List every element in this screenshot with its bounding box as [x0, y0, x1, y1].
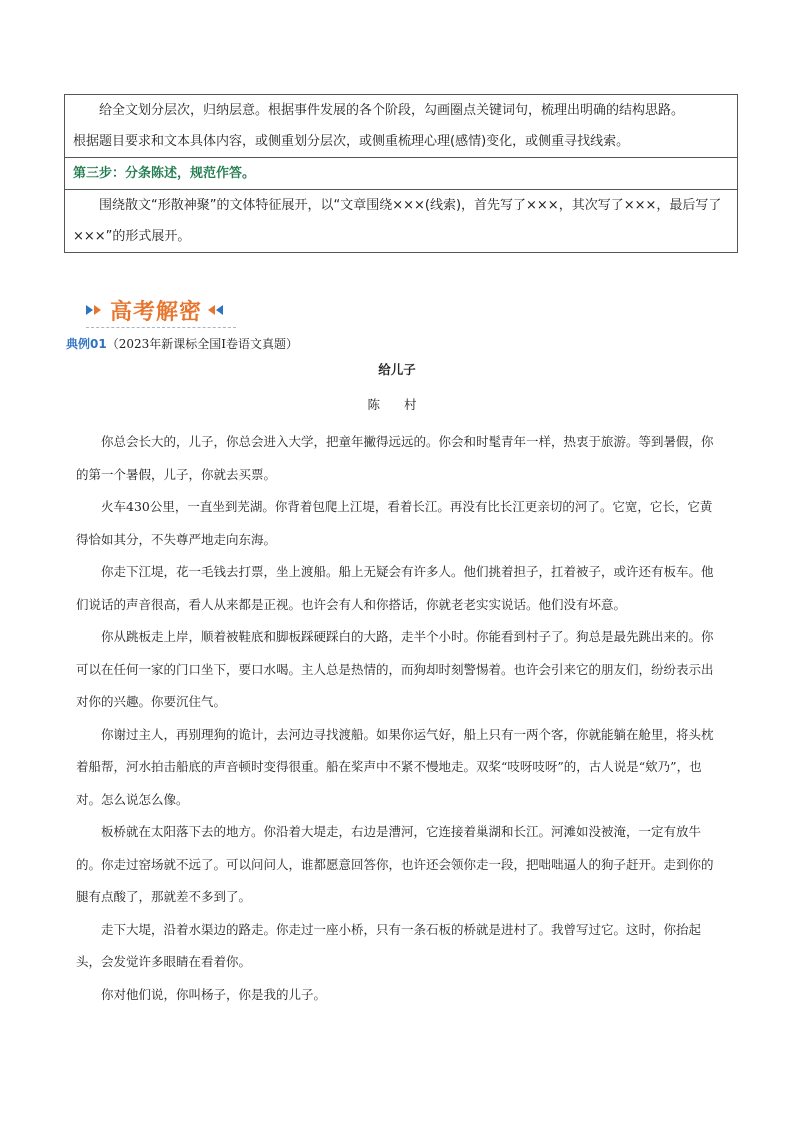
right-arrows-icon: [86, 305, 102, 315]
essay-author: 陈 村: [367, 397, 427, 412]
example-heading: [66, 334, 298, 354]
essay-paragraph: 走下大堤，沿着水渠边的路走。你走过一座小桥，只有一条石板的桥就是进村了。我曾写过它。这时，你抬起头，会发觉许多眼睛在看着你。: [76, 921, 702, 969]
example-source: （2023年新课标全国Ⅰ卷语文真题）: [106, 337, 298, 351]
essay-paragraph: 你对他们说，你叫杨子，你是我的儿子。: [101, 986, 327, 1002]
step-three-heading: 第三步：分条陈述，规范作答。: [65, 158, 737, 190]
example-label: 典例01: [66, 337, 107, 351]
method-paragraph-1: 给全文划分层次，归纳层意。根据事件发展的各个阶段，勾画圈点关键词句，梳理出明确的结构思路。: [99, 103, 685, 118]
essay-paragraph: 火车430公里，一直坐到芜湖。你背着包爬上江堤，看着长江。再没有比长江更亲切的河了。它宽，它长，它黄得恰如其分，不失尊严地走向东海。: [76, 499, 713, 547]
method-paragraph-3: 围绕散文“形散神聚”的文体特征展开，以“文章围绕×××(线索)，首先写了×××，其次写了×××，最后写了×××”的形式展开。: [73, 198, 722, 244]
essay-paragraph: 板桥就在太阳落下去的地方。你沿着大堤走，右边是漕河，它连接着巢湖和长江。河滩如没被淹，一定有放牛的。你走过窑场就不远了。可以问问人，谁都愿意回答你，也许还会领你走一段，把咄咄逼人的狗子赶开。走到你的腿有点酸了，那就差不多到了。: [76, 824, 714, 904]
left-arrows-icon: [208, 305, 224, 315]
banner-divider: [86, 327, 236, 328]
essay-body: [76, 426, 720, 1011]
method-paragraph-2: 根据题目要求和文本具体内容，或侧重划分层次，或侧重梳理心理(感情)变化，或侧重寻找线索。: [65, 126, 737, 158]
method-box: [64, 94, 738, 253]
essay-paragraph: 你谢过主人，再别理狗的诡计，去河边寻找渡船。如果你运气好，船上只有一两个客，你就能躺在舱里，将头枕着船帮，河水拍击船底的声音顿时变得很重。船在桨声中不紧不慢地走。双桨“吱呀吱呀”的，古人说是“欸乃”，也对。怎么说怎么像。: [76, 726, 714, 807]
section-title: 高考解密: [110, 299, 203, 325]
essay-paragraph: 你从跳板走上岸，顺着被鞋底和脚板踩硬踩白的大路，走半个小时。你能看到村子了。狗总是最先跳出来的。你可以在任何一家的门口坐下，要口水喝。主人总是热情的，而狗却时刻警惕着。也许会引来它的朋友们，纷纷表示出对你的兴趣。你要沉住气。: [76, 629, 714, 709]
section-banner: [86, 293, 224, 327]
essay-paragraph: 你总会长大的，儿子，你总会进入大学，把童年撇得远远的。你会和时髦青年一样，热衷于旅游。等到暑假，你的第一个暑假，儿子，你就去买票。: [76, 434, 714, 482]
essay-paragraph: 你走下江堤，花一毛钱去打票，坐上渡船。船上无疑会有许多人。他们挑着担子，扛着被子，或许还有板车。他们说话的声音很高，看人从来都是正视。也许会有人和你搭话，你就老老实实说话。他们没有坏意。: [76, 564, 714, 612]
essay-title: 给儿子: [378, 362, 416, 377]
